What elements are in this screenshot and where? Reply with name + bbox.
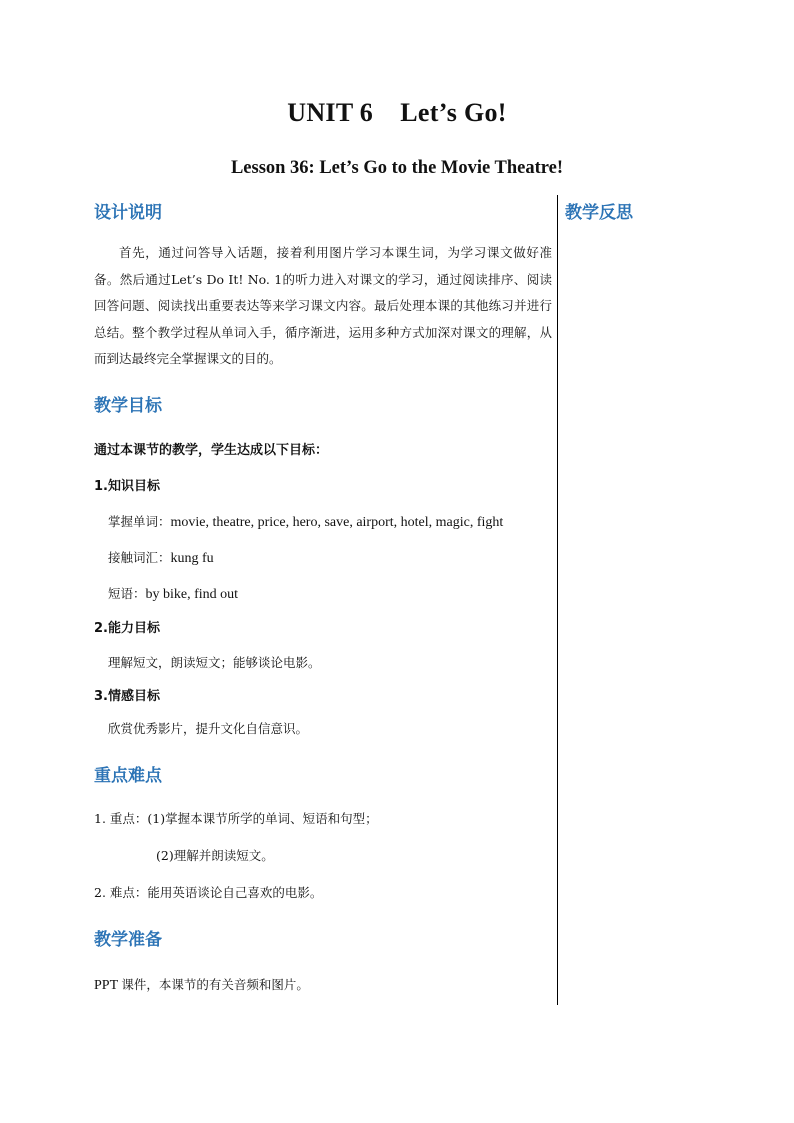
difficulty-text: 能用英语谈论自己喜欢的电影。 [147, 884, 323, 900]
key-points-heading: 重点难点 [94, 765, 162, 786]
unit-title: UNIT 6 Let’s Go! [287, 98, 507, 127]
objectives-intro: 通过本课节的教学，学生达成以下目标： [94, 442, 329, 458]
vocab-line [94, 512, 552, 533]
focus-item-2: (2)理解并朗读短文。 [156, 847, 274, 863]
preparation-line [94, 975, 552, 996]
preparation-section [94, 927, 552, 996]
phrase-words: by bike, find out [145, 586, 239, 602]
phrase-label: 短语： [108, 585, 146, 601]
design-section [94, 200, 552, 373]
key-points-section [94, 763, 552, 903]
difficulty-label: 2. 难点： [94, 884, 148, 900]
focus-line [94, 809, 552, 829]
contact-label: 接触词汇： [108, 549, 171, 565]
phrase-line [94, 584, 552, 605]
vocab-words: movie, theatre, price, hero, save, airport, hotel, magic, fight [170, 514, 504, 530]
objectives-section [94, 393, 552, 739]
reflection-heading: 教学反思 [565, 203, 633, 223]
preparation-ppt: PPT [94, 977, 122, 993]
ability-text: 理解短文，朗读短文；能够谈论电影。 [108, 654, 321, 670]
objectives-heading: 教学目标 [94, 395, 162, 416]
emotion-heading: 3.情感目标 [94, 688, 160, 704]
knowledge-heading: 1.知识目标 [94, 478, 160, 494]
lesson-title: Lesson 36: Let’s Go to the Movie Theatre! [230, 158, 564, 178]
focus-label: 1. 重点： [94, 810, 148, 826]
design-text: 首先，通过问答导入话题，接着利用图片学习本课生词，为学习课文做好准备。然后通过Let’s Do It! No. 1的听力进入对课文的学习，通过阅读排序、阅读回答问题、阅读找出重要表达等来学习课文内容。最后处理本课的其他练习并进行总结。整个教学过程从单词入手，循序渐进，运用多种方式加深对课文的理解，从而到达最终完全掌握课文的目的。 [94, 245, 552, 366]
design-heading: 设计说明 [94, 203, 162, 223]
vocab-label: 掌握单词： [108, 513, 171, 529]
main-column [94, 200, 552, 996]
preparation-heading: 教学准备 [94, 929, 162, 950]
ability-heading: 2.能力目标 [94, 620, 160, 636]
contact-line [94, 548, 552, 569]
emotion-text: 欣赏优秀影片，提升文化自信意识。 [108, 720, 309, 736]
difficulty-line [94, 883, 552, 903]
focus-item-1: (1)掌握本课节所学的单词、短语和句型； [147, 810, 378, 826]
preparation-text: 课件，本课节的有关音频和图片。 [121, 976, 309, 992]
reflection-column [565, 200, 715, 226]
column-divider [557, 195, 558, 1005]
contact-words: kung fu [170, 550, 214, 566]
